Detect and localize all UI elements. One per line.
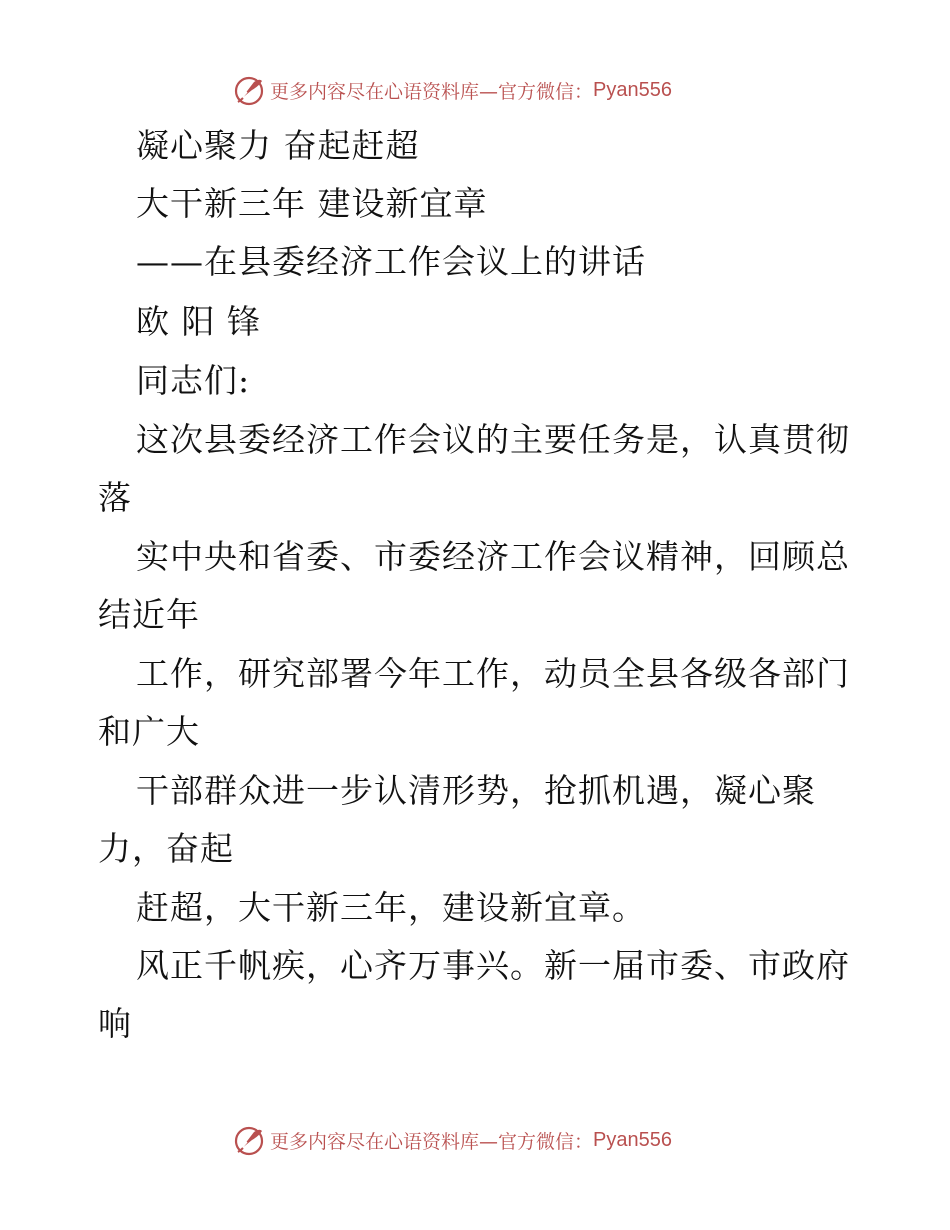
paragraph-line: 力，奋起 <box>98 829 234 868</box>
watermark-text: 更多内容尽在心语资料库—官方微信： <box>270 80 594 103</box>
watermark-wechat-id: Pyan556 <box>593 1128 672 1151</box>
subtitle: ——在县委经济工作会议上的讲话 <box>136 242 646 281</box>
quill-logo-icon <box>232 1123 266 1157</box>
paragraph-line: 这次县委经济工作会议的主要任务是，认真贯彻 <box>136 420 850 459</box>
paragraph-line: 工作，研究部署今年工作，动员全县各级各部门 <box>136 654 850 693</box>
salutation: 同志们: <box>136 361 251 400</box>
author: 欧 阳 锋 <box>136 302 261 341</box>
paragraph-line: 和广大 <box>98 712 200 751</box>
paragraph-line: 实中央和省委、市委经济工作会议精神，回顾总 <box>136 537 850 576</box>
paragraph-line: 风正千帆疾，心齐万事兴。新一届市委、市政府 <box>136 946 850 985</box>
paragraph-line: 结近年 <box>98 595 200 634</box>
paragraph-line: 落 <box>98 478 132 517</box>
paragraph-line: 干部群众进一步认清形势，抢抓机遇，凝心聚 <box>136 771 816 810</box>
watermark-text: 更多内容尽在心语资料库—官方微信： <box>270 1130 594 1153</box>
quill-logo-icon <box>232 73 266 107</box>
title-line-2: 大干新三年 建设新宜章 <box>136 184 488 223</box>
paragraph-line: 响 <box>98 1004 132 1043</box>
title-line-1: 凝心聚力 奋起赶超 <box>136 126 420 165</box>
watermark-wechat-id: Pyan556 <box>593 78 672 101</box>
header-watermark <box>232 72 672 108</box>
paragraph-line: 赶超，大干新三年，建设新宜章。 <box>136 888 646 927</box>
footer-watermark <box>232 1122 672 1158</box>
